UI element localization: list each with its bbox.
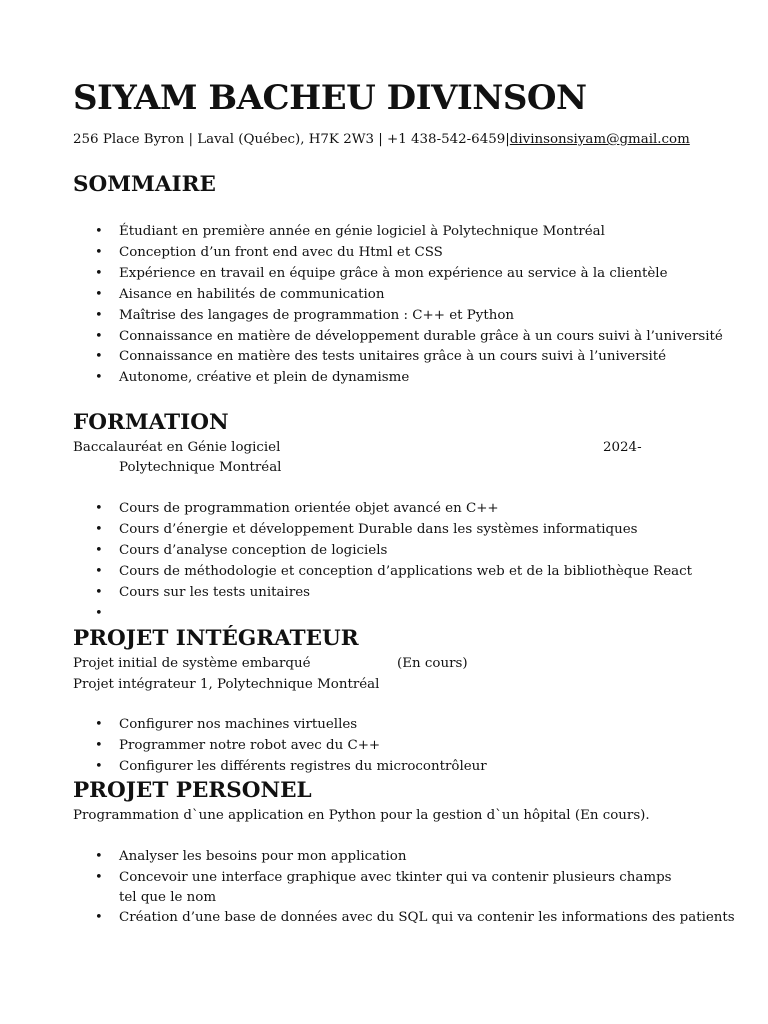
- personnel-description: Programmation d`une application en Python pour la gestion d`un hôpital (En cours).: [73, 808, 650, 823]
- list-item: • Connaissance en matière des tests unitaires grâce à un cours suivi à l’université: [73, 347, 693, 368]
- list-item: • Programmer notre robot avec du C++: [73, 736, 693, 757]
- list-item: • Aisance en habilités de communication: [73, 285, 693, 306]
- formation-year: 2024-: [603, 440, 642, 455]
- list-item: • Configurer les différents registres du microcontrôleur: [73, 757, 693, 778]
- list-item: • Création d’une base de données avec du SQL qui va contenir les informations des patients: [73, 908, 693, 929]
- integrateur-task-list: [73, 715, 693, 778]
- list-item: • Cours d’analyse conception de logiciels: [73, 541, 693, 562]
- section-title-formation: FORMATION: [73, 410, 229, 435]
- list-item: • Cours sur les tests unitaires: [73, 583, 693, 604]
- list-item: • Cours de méthodologie et conception d’applications web et de la bibliothèque React: [73, 562, 693, 583]
- contact-email-link[interactable]: divinsonsiyam@gmail.com: [509, 132, 690, 147]
- section-title-projet-personel: PROJET PERSONEL: [73, 778, 312, 803]
- list-item: • Étudiant en première année en génie logiciel à Polytechnique Montréal: [73, 222, 693, 243]
- list-item: • Concevoir une interface graphique avec tkinter qui va contenir plusieurs champs tel que le nom: [73, 868, 693, 908]
- personnel-task-list: [73, 847, 735, 929]
- candidate-name: SIYAM BACHEU DIVINSON: [73, 78, 587, 118]
- section-title-sommaire: SOMMAIRE: [73, 172, 216, 197]
- integrateur-project: Projet initial de système embarqué: [73, 656, 311, 671]
- contact-address: 256 Place Byron | Laval (Québec), H7K 2W3 | +1 438-542-6459|: [73, 132, 510, 147]
- contact-line: [73, 132, 690, 147]
- integrateur-status: (En cours): [397, 656, 468, 671]
- list-item: • Configurer nos machines virtuelles: [73, 715, 693, 736]
- sommaire-list: [73, 222, 723, 389]
- list-item: • Analyser les besoins pour mon application: [73, 847, 693, 868]
- formation-course-list: [73, 499, 693, 604]
- section-title-projet-integrateur: PROJET INTÉGRATEUR: [73, 626, 359, 651]
- list-item: • Expérience en travail en équipe grâce à mon expérience au service à la clientèle: [73, 264, 693, 285]
- formation-school: Polytechnique Montréal: [119, 460, 282, 475]
- list-item: • Cours de programmation orientée objet avancé en C++: [73, 499, 693, 520]
- list-item: • Cours d’énergie et développement Durable dans les systèmes informatiques: [73, 520, 693, 541]
- list-item: • Autonome, créative et plein de dynamisme: [73, 368, 693, 389]
- list-item: • Maîtrise des langages de programmation : C++ et Python: [73, 306, 693, 327]
- list-item: • Conception d’un front end avec du Html et CSS: [73, 243, 693, 264]
- list-item: • Connaissance en matière de développement durable grâce à un cours suivi à l’université: [73, 327, 693, 348]
- formation-degree: Baccalauréat en Génie logiciel: [73, 440, 281, 455]
- integrateur-subtitle: Projet intégrateur 1, Polytechnique Montréal: [73, 677, 380, 692]
